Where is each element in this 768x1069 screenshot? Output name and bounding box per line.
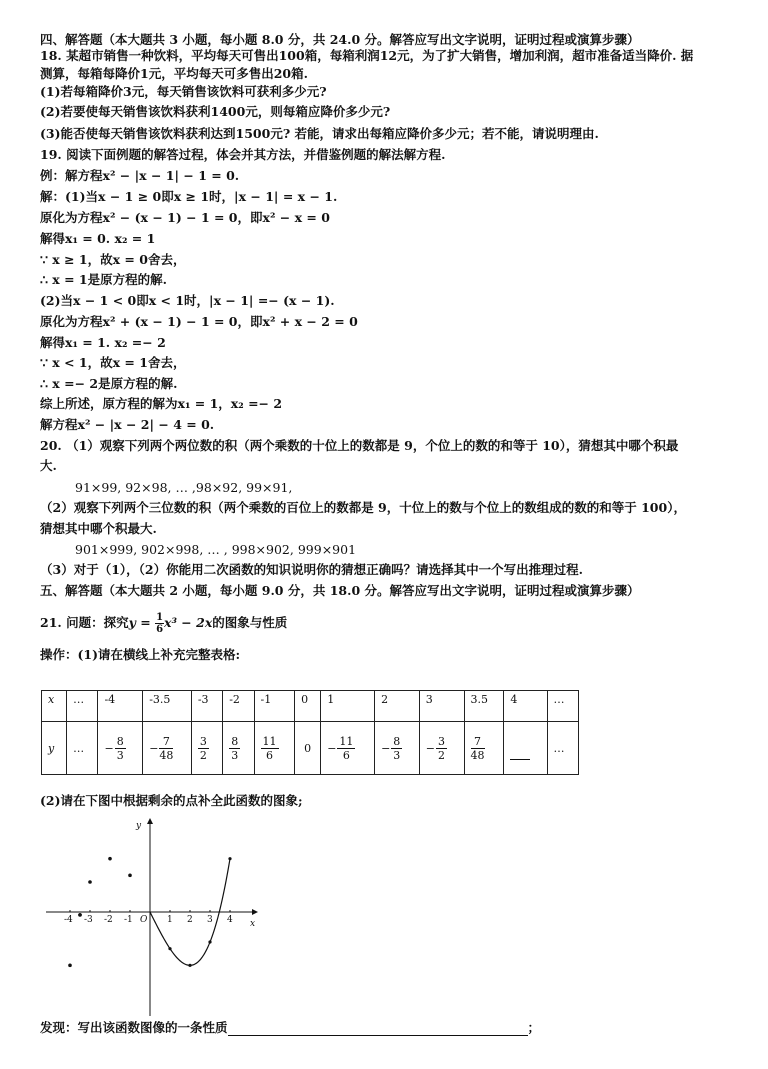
q18-part3: (3)能否使每天销售该饮料获利达到1500元? 若能，请求出每箱应降价多少元；若不能，请说明理由. (40, 126, 599, 141)
q20-part2-line1: （2）观察下列两个三位数的积（两个乘数的百位上的数都是 9，十位上的数与个位上的数组成的数的和等于 100）， (40, 500, 686, 515)
table-cell-y-value (464, 722, 504, 775)
x-tick-label: -2 (104, 915, 113, 925)
minus-sign: − (381, 741, 391, 755)
q19-line1: 例：解方程x² − |x − 1| − 1 = 0. (40, 168, 240, 183)
q21-operation-1: 操作：(1)请在横线上补充完整表格: (40, 647, 241, 662)
fraction-numerator: 3 (438, 734, 446, 748)
table-row-y (42, 722, 579, 775)
section-4-heading: 四、解答题（本大题共 3 小题，每小题 8.0 分，共 24.0 分。解答应写出文字说明，证明过程或演算步骤） (40, 32, 640, 47)
table-answer-blank[interactable] (510, 759, 530, 760)
curve-point (188, 964, 191, 967)
data-point (68, 964, 72, 968)
q19-line12: 综上所述，原方程的解为x₁ = 1，x₂ =− 2 (40, 396, 283, 411)
fraction (391, 735, 402, 762)
discovery-label: 发现：写出该函数图像的一条性质 (40, 1020, 228, 1035)
table-cell-x-value: 3 (419, 691, 464, 722)
table-cell-x-value: 1 (321, 691, 375, 722)
minus-sign: − (149, 741, 159, 755)
q19-line2: 解：(1)当x − 1 ≥ 0即x ≥ 1时，|x − 1| = x − 1. (40, 189, 338, 204)
table-cell-y-value (419, 722, 464, 775)
q19-line4: 解得x₁ = 0. x₂ = 1 (40, 231, 156, 246)
q21-func-rest: x³ − 2x (164, 615, 213, 630)
table-cell-y-value (504, 722, 547, 775)
table-cell-y-value (321, 722, 375, 775)
q21-stem-prefix: 21. 问题：探究 (40, 615, 129, 630)
fraction (261, 735, 279, 762)
fraction-denominator: 6 (342, 748, 350, 762)
q21-func-fraction (155, 612, 164, 635)
q18-part1: (1)若每箱降价3元，每天销售该饮料可获利多少元? (40, 84, 327, 99)
q21-func-y: y = (128, 615, 156, 630)
fraction (198, 735, 209, 762)
table-cell-y-value (98, 722, 143, 775)
function-graph (40, 812, 280, 1022)
table-cell-ellipsis: … (67, 722, 98, 775)
fraction-numerator: 8 (116, 734, 124, 748)
fraction-denominator: 3 (231, 748, 239, 762)
x-axis-arrow (252, 909, 258, 915)
q20-part1-line2: 大. (40, 458, 57, 473)
fraction-denominator: 48 (159, 748, 174, 762)
data-point (128, 874, 132, 878)
x-tick-label: 4 (227, 915, 233, 925)
q18-stem-line2: 测算，每箱每降价1元，平均每天可多售出20箱. (40, 66, 308, 81)
fraction (337, 735, 355, 762)
table-row-x (42, 691, 579, 722)
table-cell-ellipsis: … (67, 691, 98, 722)
table-cell-ellipsis: … (547, 722, 579, 775)
q21-frac-den: 6 (156, 624, 164, 635)
q18-part2: (2)若要使每天销售该饮料获利1400元，则每箱应降价多少元? (40, 104, 391, 119)
data-point (88, 880, 92, 884)
curve-point (208, 940, 211, 943)
discovery-end: ； (527, 1020, 541, 1035)
q21-operation-2: (2)请在下图中根据剩余的点补全此函数的图象; (40, 793, 303, 808)
table-cell-x-label: x (42, 691, 67, 722)
q20-products-row2: 901×999, 902×998, … , 998×902, 999×901 (75, 542, 357, 557)
fraction (436, 735, 447, 762)
fraction-denominator: 6 (266, 748, 274, 762)
q19-stem: 19. 阅读下面例题的解答过程，体会并其方法，并借鉴例题的解法解方程. (40, 147, 446, 162)
x-tick-label: -3 (84, 915, 93, 925)
y-axis-label: y (136, 821, 142, 831)
data-point (108, 857, 112, 861)
minus-sign: − (104, 741, 114, 755)
q21-stem-suffix: 的图象与性质 (212, 615, 288, 630)
x-tick-label: -1 (124, 915, 133, 925)
table-cell-y-value (254, 722, 295, 775)
fraction (229, 735, 240, 762)
fraction-numerator: 11 (339, 734, 354, 748)
table-cell-y-value: 0 (295, 722, 321, 775)
table-cell-x-value: -2 (223, 691, 254, 722)
q20-part3: （3）对于（1），（2）你能用二次函数的知识说明你的猜想正确吗？请选择其中一个写出推理过程. (40, 562, 583, 577)
origin-label: O (140, 915, 148, 925)
q19-line11: ∴ x =− 2是原方程的解. (40, 376, 178, 391)
q19-line9: 解得x₁ = 1. x₂ =− 2 (40, 335, 166, 350)
fraction (471, 735, 485, 762)
table-cell-y-value (375, 722, 420, 775)
table-cell-ellipsis: … (547, 691, 579, 722)
q20-part1-line1: 20. （1）观察下列两个两位数的积（两个乘数的十位上的数都是 9，个位上的数的和等于 10），猜想其中哪个积最 (40, 438, 679, 453)
table-cell-y-value (223, 722, 254, 775)
section-5-heading: 五、解答题（本大题共 2 小题，每小题 9.0 分，共 18.0 分。解答应写出文字说明，证明过程或演算步骤） (40, 583, 640, 598)
fraction-numerator: 11 (262, 734, 277, 748)
q20-part2-line2: 猜想其中哪个积最大. (40, 521, 157, 536)
curve-point (228, 857, 231, 860)
x-tick-label: 1 (167, 915, 173, 925)
table-cell-x-value: -4 (98, 691, 143, 722)
curve-point (168, 947, 171, 950)
y-axis-arrow (147, 818, 153, 824)
q20-products-row1: 91×99, 92×98, … ,98×92, 99×91, (75, 480, 293, 495)
fraction-numerator: 3 (199, 734, 207, 748)
q21-frac-num: 1 (156, 612, 164, 623)
x-tick-label: 2 (187, 915, 193, 925)
q19-line8: 原化为方程x² + (x − 1) − 1 = 0，即x² + x − 2 = 0 (40, 314, 358, 329)
q19-line3: 原化为方程x² − (x − 1) − 1 = 0，即x² − x = 0 (40, 210, 330, 225)
table-cell-x-value: 3.5 (464, 691, 504, 722)
fraction-denominator: 48 (470, 748, 485, 762)
q19-line6: ∴ x = 1是原方程的解. (40, 272, 167, 287)
minus-sign: − (425, 741, 436, 755)
fraction-numerator: 7 (471, 735, 485, 749)
table-cell-x-value: 2 (375, 691, 420, 722)
q19-line5: ∵ x ≥ 1，故x = 0舍去， (40, 252, 186, 267)
fraction-numerator: 7 (159, 735, 173, 749)
minus-sign: − (327, 741, 337, 755)
fraction-numerator: 8 (231, 734, 239, 748)
q19-line7: (2)当x − 1 < 0即x < 1时，|x − 1| =− (x − 1). (40, 293, 335, 308)
fraction (159, 735, 173, 762)
fraction-denominator: 2 (438, 748, 446, 762)
data-point (78, 913, 82, 917)
x-tick-label: 3 (207, 915, 213, 925)
table-cell-x-value: 0 (295, 691, 321, 722)
table-cell-x-value: -3.5 (143, 691, 192, 722)
fraction-denominator: 3 (116, 748, 124, 762)
x-axis-label: x (250, 919, 256, 929)
fraction-denominator: 3 (393, 748, 401, 762)
fraction (115, 735, 126, 762)
table-cell-y-value (191, 722, 222, 775)
q19-line10: ∵ x < 1，故x = 1舍去， (40, 355, 186, 370)
fraction-denominator: 2 (199, 748, 207, 762)
table-cell-y-label: y (42, 722, 67, 775)
table-cell-y-value (143, 722, 192, 775)
table-cell-x-value: 4 (504, 691, 547, 722)
table-cell-x-value: -1 (254, 691, 295, 722)
q21-stem (40, 612, 287, 635)
fraction-numerator: 8 (393, 734, 401, 748)
answer-blank[interactable] (228, 1022, 528, 1036)
x-tick-label: -4 (64, 915, 73, 925)
q19-line13: 解方程x² − |x − 2| − 4 = 0. (40, 417, 215, 432)
table-cell-x-value: -3 (191, 691, 222, 722)
q18-stem-line1: 18. 某超市销售一种饮料，平均每天可售出100箱，每箱利润12元，为了扩大销售，增加利润，超市准备适当降价. 据 (40, 48, 694, 63)
value-table (41, 690, 579, 775)
q21-discovery (40, 1020, 540, 1036)
